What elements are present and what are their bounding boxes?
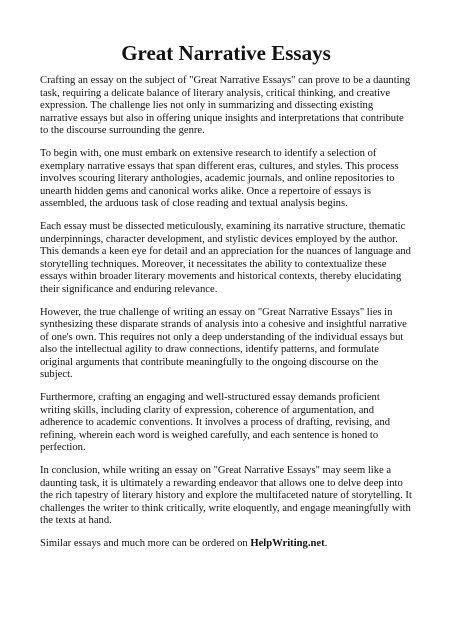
- helpwriting-link[interactable]: HelpWriting.net: [250, 538, 325, 549]
- paragraph-6: In conclusion, while writing an essay on "Great Narrative Essays" may seem like a daunting task, it is ultimately a rewarding endeavor that allows one to delve deep into the rich tapestry of literary history and explore the multifaceted nature of storytelling. It challenges the writer to think critically, write eloquently, and engage meaningfully with the texts at hand.: [40, 465, 412, 527]
- paragraph-4: However, the true challenge of writing an essay on "Great Narrative Essays" lies in synthesizing these disparate strands of analysis into a cohesive and insightful narrative of one's own. This requires not only a deep understanding of the individual essays but also the intellectual agility to draw connections, identify patterns, and formulate original arguments that contribute meaningfully to the ongoing discourse on the subject.: [40, 306, 407, 381]
- paragraph-5: Furthermore, crafting an engaging and well-structured essay demands proficient writing skills, including clarity of expression, coherence of argumentation, and adherence to academic conventions. It involves a process of drafting, revising, and refining, wherein each word is weighed carefully, and each sentence is honed to perfection.: [40, 392, 391, 454]
- paragraph-2: To begin with, one must embark on extensive research to identify a selection of exemplary narrative essays that span different eras, cultures, and styles. This process involves scouring literary anthologies, academic journals, and online repositories to unearth hidden gems and canonical works alike. Once a repertoire of essays is assembled, the arduous task of close reading and textual analysis begins.: [40, 147, 399, 210]
- paragraph-3: Each essay must be dissected meticulously, examining its narrative structure, thematic underpinnings, character development, and stylistic devices employed by the author. This demands a keen eye for detail and an appreciation for the nuances of language and storytelling techniques. Moreover, it necessitates the ability to contextualize these essays within broader literary movements and historical contexts, thereby elucidating their significance and enduring relevance.: [40, 220, 411, 295]
- document-title: Great Narrative Essays: [121, 41, 331, 65]
- footer-end: .: [324, 538, 328, 549]
- footer-text: Similar essays and much more can be ordered on: [40, 538, 251, 549]
- footer-note: [40, 538, 412, 551]
- paragraph-1: Crafting an essay on the subject of "Great Narrative Essays" can prove to be a daunting task, requiring a delicate balance of literary analysis, critical thinking, and creative expression. The challenge lies not only in summarizing and dissecting existing narrative essays but also in offering unique insights and interpretations that contribute to the discourse surrounding the genre.: [40, 75, 411, 137]
